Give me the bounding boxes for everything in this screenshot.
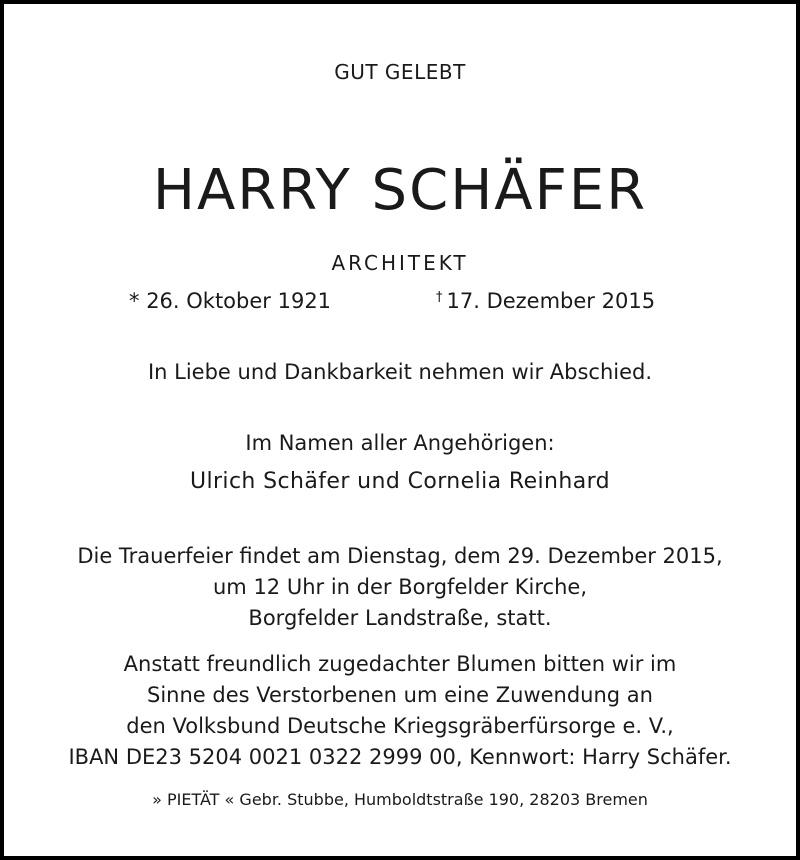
donation-line: Anstatt freundlich zugedachter Blumen bitten wir im [123, 652, 677, 676]
ceremony-details [4, 541, 796, 634]
farewell-sentence: In Liebe und Dankbarkeit nehmen wir Abschied. [147, 360, 653, 384]
donation-request [4, 649, 796, 773]
donation-line: Sinne des Verstorbenen um eine Zuwendung an [147, 683, 653, 707]
donation-line: IBAN DE23 5204 0021 0322 2999 00, Kennwort: Harry Schäfer. [68, 745, 732, 769]
birth-symbol: * [129, 289, 140, 313]
death-date [436, 289, 655, 313]
donation-line: den Volksbund Deutsche Kriegsgräberfürsorge e. V., [126, 714, 674, 738]
ceremony-line: Die Trauerfeier findet am Dienstag, dem 29. Dezember 2015, [77, 544, 723, 568]
relatives-names: Ulrich Schäfer und Cornelia Reinhard [189, 469, 611, 494]
ceremony-line: Borgfelder Landstraße, statt. [248, 606, 552, 630]
motto: GUT GELEBT [334, 60, 466, 84]
dagger-icon: † [436, 290, 443, 305]
death-date-text: 17. Dezember 2015 [446, 289, 656, 313]
deceased-name: HARRY SCHÄFER [152, 158, 648, 223]
relatives-intro: Im Namen aller Angehörigen: [245, 431, 555, 455]
ceremony-line: um 12 Uhr in der Borgfelder Kirche, [213, 575, 587, 599]
undertaker-info: » PIETÄT « Gebr. Stubbe, Humboldtstraße 190, 28203 Bremen [152, 790, 648, 809]
birth-date [129, 289, 331, 313]
birth-date-text: 26. Oktober 1921 [146, 289, 332, 313]
profession: ARCHITEKT [331, 251, 469, 275]
